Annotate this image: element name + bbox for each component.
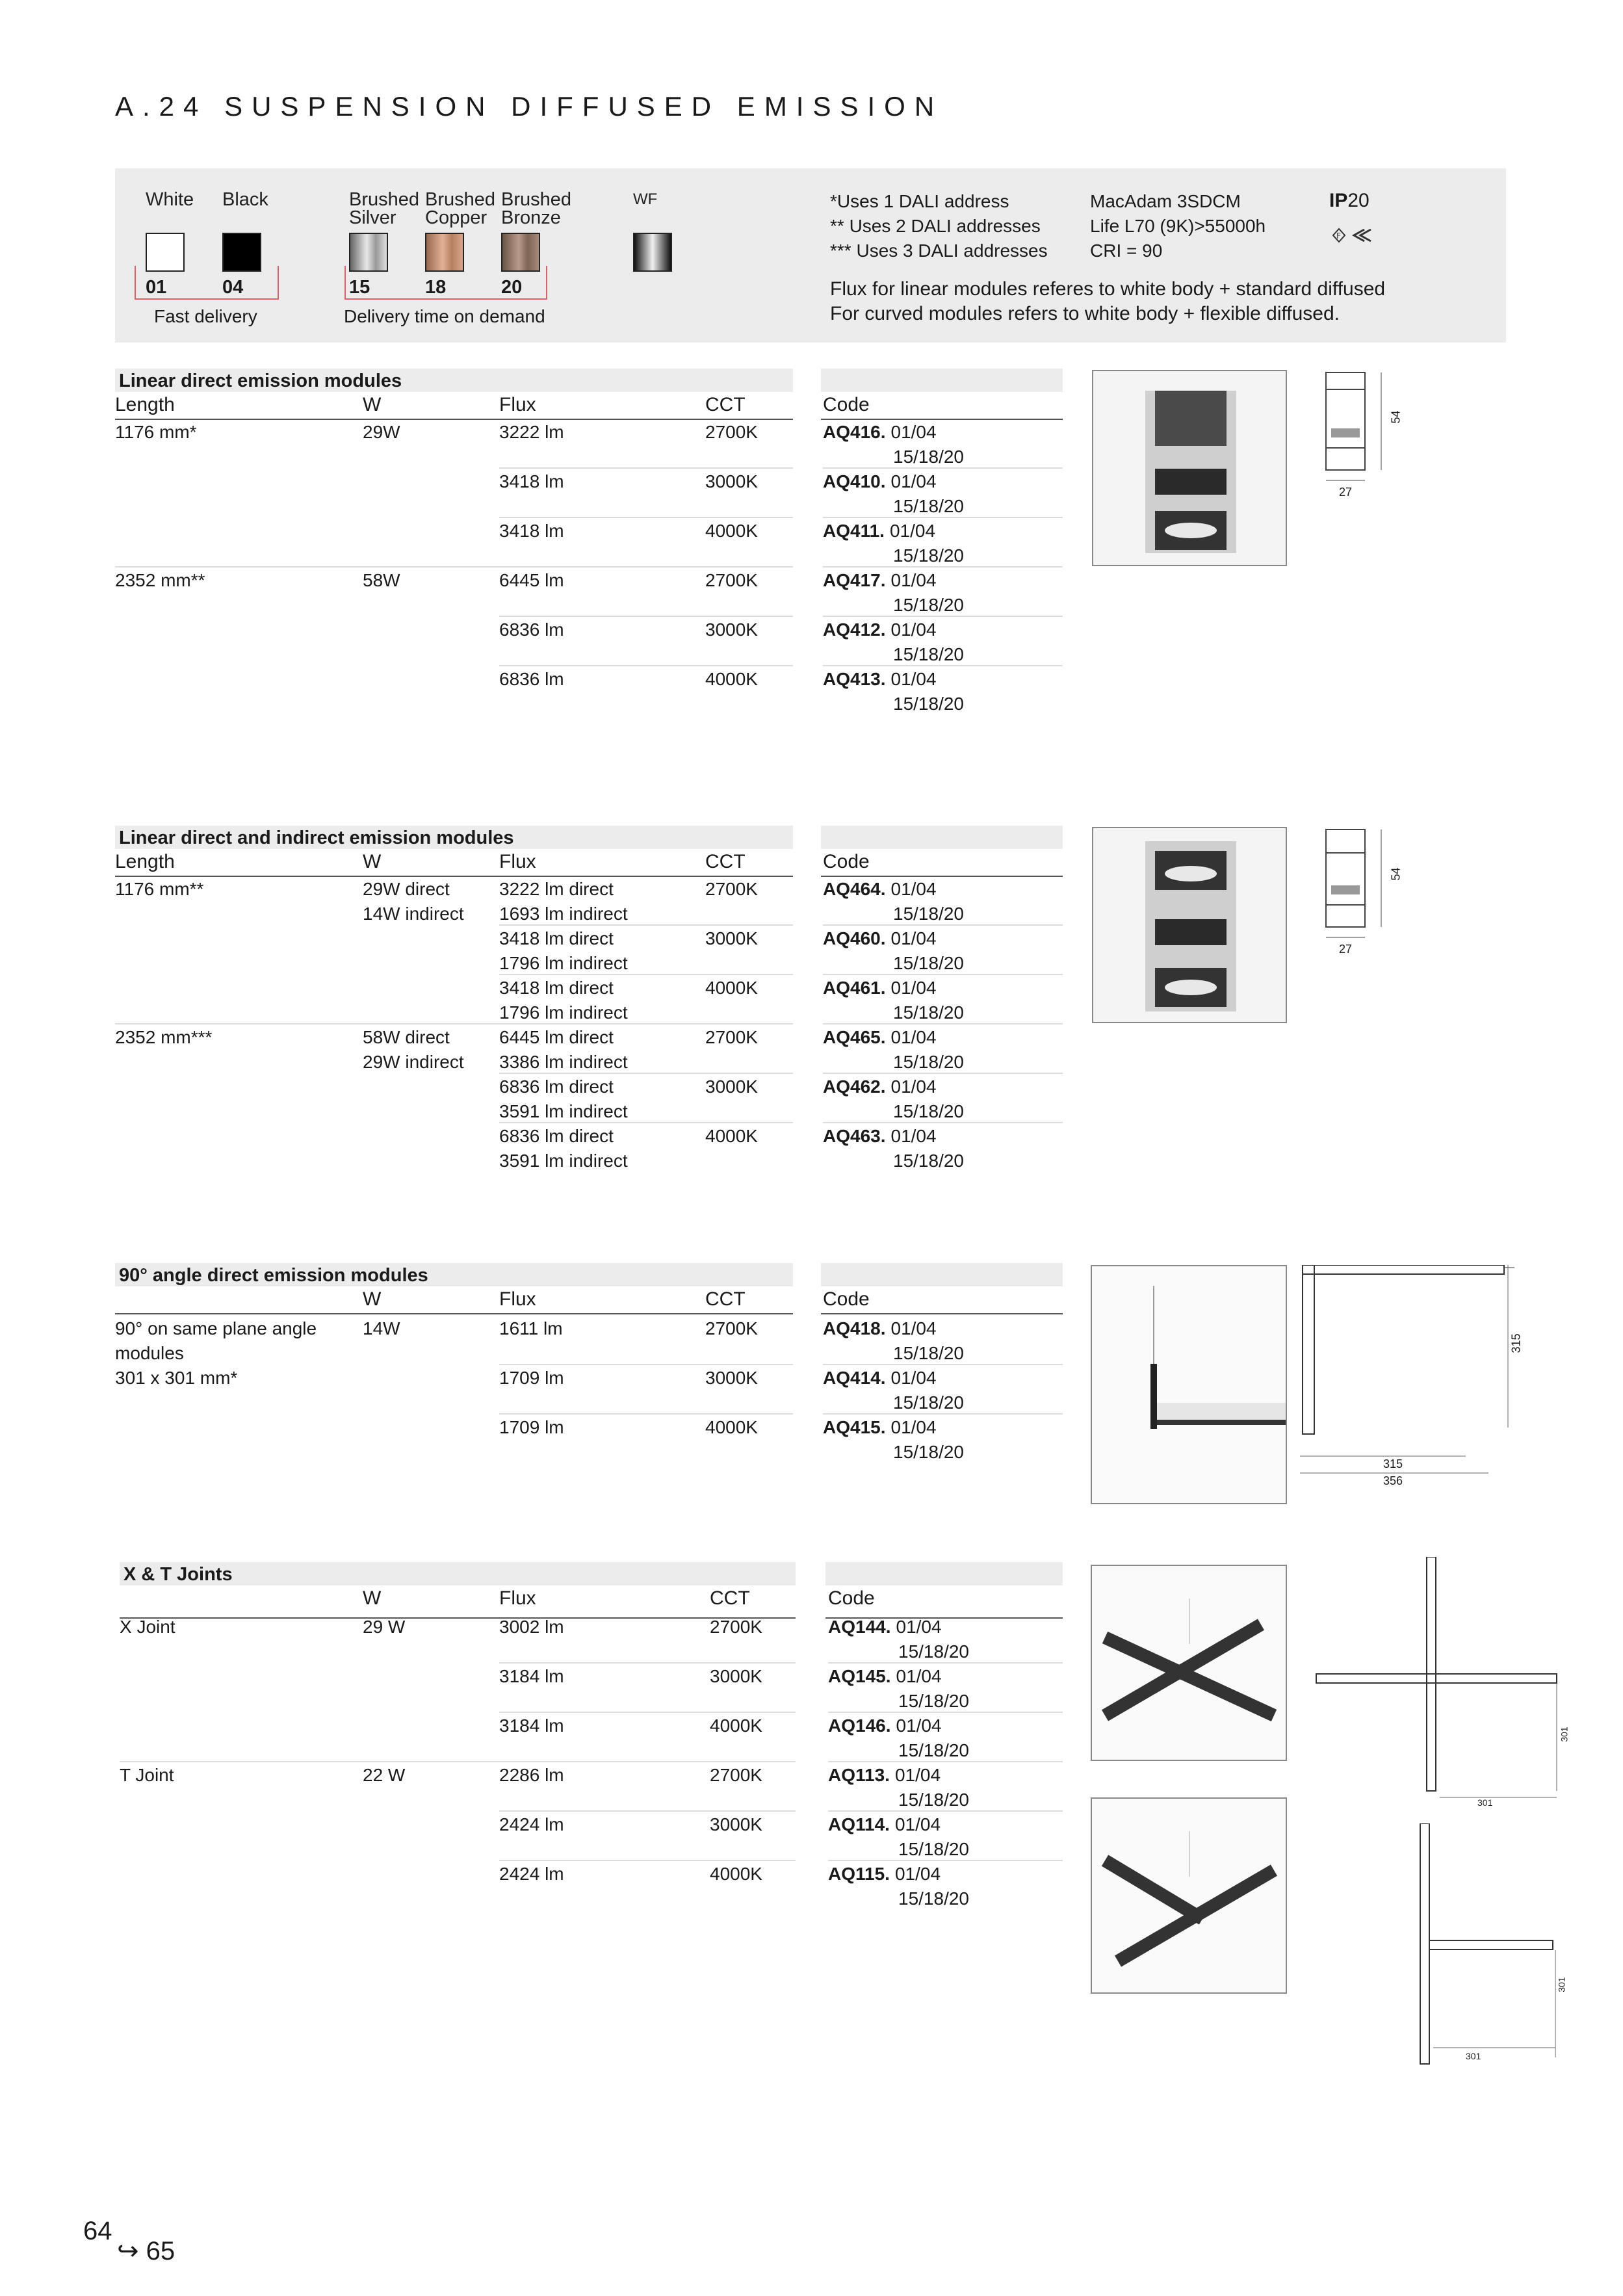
product-code-prefix: AQ460. [823,928,886,948]
product-code[interactable] [828,1664,942,1689]
finish-suffix-b: 15/18/20 [893,644,964,664]
row-flux-indirect: 3591 lm indirect [499,1151,628,1171]
t-joint-product-photo [1091,1797,1287,1994]
product-code[interactable] [828,1862,941,1886]
product-code[interactable] [823,1075,937,1099]
product-code[interactable] [823,469,937,494]
product-code-prefix: AQ463. [823,1126,886,1146]
finish-suffix-a: 01/04 [890,978,937,998]
finish-suffix-b: 15/18/20 [893,1151,964,1171]
col-flux: Flux [499,1288,536,1310]
row-length: 1176 mm* [115,422,197,442]
row-divider [499,517,793,518]
row-cct: 2700K [710,1617,762,1637]
row-flux-indirect: 1693 lm indirect [499,904,628,924]
finish-suffix-b: 15/18/20 [893,694,964,714]
dali-note-3: *** Uses 3 DALI addresses [830,241,1048,261]
row-divider [499,1712,796,1713]
x-joint-dim-side: 301 [1559,1727,1570,1742]
row-cct: 2700K [705,879,758,899]
row-divider [499,1413,793,1415]
finish-label-white: White [146,189,194,210]
row-watt-indirect: 14W indirect [363,904,464,924]
row-watt-direct: 29W direct [363,879,450,899]
finish-suffix-b: 15/18/20 [893,545,964,566]
row-divider [499,1364,793,1365]
row-flux: 3002 lm [499,1617,564,1637]
finish-suffix-b: 15/18/20 [893,447,964,467]
linear-code-header-bar [821,369,1063,392]
row-divider [828,1860,1063,1861]
linear-di-dim-width: 27 [1339,943,1353,956]
product-code[interactable] [823,1025,937,1050]
row-cct: 4000K [705,978,758,998]
row-cct: 3000K [705,1368,758,1388]
product-code-prefix: AQ410. [823,471,886,491]
finish-code-white: 01 [146,277,167,298]
finish-suffix-b: 15/18/20 [898,1641,969,1662]
joints-section-header: X & T Joints [120,1562,796,1585]
row-flux: 2424 lm [499,1864,564,1884]
linear-dim-height: 54 [1389,410,1403,424]
angle-top-drawing [1300,1265,1523,1487]
finish-suffix-a: 01/04 [890,1417,937,1437]
row-divider [499,1662,796,1663]
dali-note-2: ** Uses 2 DALI addresses [830,216,1041,236]
next-page-link[interactable]: ↪ 65 [117,2237,175,2265]
finish-suffix-a: 01/04 [896,1617,942,1637]
certification-icon [1331,226,1376,245]
row-flux-indirect: 1796 lm indirect [499,1002,628,1023]
product-code-prefix: AQ461. [823,978,886,998]
linear-di-section-drawing [1313,827,1417,960]
row-divider [823,566,1063,567]
page-number: 64 [83,2217,112,2245]
angle-desc-3: 301 x 301 mm* [115,1368,238,1388]
col-w: W [363,851,382,872]
finish-suffix-b: 15/18/20 [898,1740,969,1760]
product-code[interactable] [823,420,937,445]
row-flux: 1709 lm [499,1417,564,1437]
row-watt: 14W [363,1318,400,1338]
finish-suffix-a: 01/04 [890,422,937,442]
linear-section-header: Linear direct emission modules [115,369,793,392]
life-note: Life L70 (9K)>55000h [1090,216,1266,236]
finish-suffix-b: 15/18/20 [893,595,964,615]
col-cct: CCT [705,1288,746,1310]
flux-note: Flux for linear modules referes to white body + standard diffused For curved modules refers to white body + flexible diffused. [830,278,1386,324]
row-flux: 3418 lm [499,471,564,491]
row-length: 2352 mm** [115,570,205,590]
finish-suffix-a: 01/04 [890,669,937,689]
finish-suffix-a: 01/04 [896,1715,942,1736]
finish-code-bronze: 20 [501,277,523,298]
col-code: Code [823,394,870,415]
linear-di-section-header: Linear direct and indirect emission modules [115,826,793,849]
finish-label-bronze: Brushed Bronze [501,189,572,228]
finish-suffix-b: 15/18/20 [893,1392,964,1413]
row-flux: 3418 lm [499,521,564,541]
fast-delivery-bracket [135,266,279,300]
finish-suffix-a: 01/04 [890,928,937,948]
row-cct: 3000K [705,928,758,948]
finish-label-copper: Brushed Copper [425,189,496,228]
linear-direct-section-drawing [1313,370,1417,503]
row-cct: 2700K [705,1027,758,1047]
finish-suffix-b: 15/18/20 [893,904,964,924]
finish-code-black: 04 [222,277,244,298]
row-cct: 4000K [705,1417,758,1437]
dali-note-1: *Uses 1 DALI address [830,191,1009,211]
macadam-note: MacAdam 3SDCM [1090,191,1241,211]
row-cct: 2700K [705,422,758,442]
product-code[interactable] [828,1714,942,1738]
finish-label-wf: WF [633,190,658,208]
product-code-prefix: AQ462. [823,1076,886,1097]
svg-text:F: F [1336,231,1341,241]
row-divider [828,1810,1063,1812]
row-flux: 6836 lm [499,620,564,640]
finish-suffix-a: 01/04 [894,1814,941,1834]
row-watt: 29W [363,422,400,442]
col-cct: CCT [710,1587,750,1609]
finish-suffix-a: 01/04 [894,1864,941,1884]
row-flux-indirect: 3591 lm indirect [499,1101,628,1121]
row-cct: 2700K [705,1318,758,1338]
col-flux: Flux [499,851,536,872]
product-code[interactable] [823,1415,937,1440]
product-code-prefix: AQ145. [828,1666,891,1686]
row-divider [823,467,1063,469]
row-cct: 2700K [710,1765,762,1785]
row-watt: 29 W [363,1617,406,1637]
row-flux: 3184 lm [499,1666,564,1686]
row-divider [115,1023,793,1024]
row-cct: 4000K [705,669,758,689]
finish-suffix-a: 01/04 [890,570,937,590]
row-flux-direct: 6836 lm direct [499,1126,614,1146]
row-divider [828,1712,1063,1713]
product-code[interactable] [823,1366,937,1390]
row-flux-indirect: 1796 lm indirect [499,953,628,973]
product-code[interactable] [823,1316,937,1341]
row-divider [499,467,793,469]
row-divider [823,974,1063,975]
row-cct: 3000K [705,1076,758,1097]
joints-code-header-bar [825,1562,1063,1585]
product-code-prefix: AQ114. [828,1814,890,1834]
row-cct: 3000K [705,471,758,491]
row-divider [823,924,1063,926]
row-flux: 6836 lm [499,669,564,689]
row-length: 2352 mm*** [115,1027,213,1047]
row-flux-direct: 6445 lm direct [499,1027,614,1047]
row-flux-indirect: 3386 lm indirect [499,1052,628,1072]
row-flux: 1611 lm [499,1318,563,1338]
col-w: W [363,394,382,415]
x-joint-product-photo [1091,1565,1287,1761]
row-divider [499,1860,796,1861]
angle-desc-2: modules [115,1343,184,1363]
col-length: Length [115,851,175,872]
finish-suffix-b: 15/18/20 [898,1691,969,1711]
row-divider [823,665,1063,666]
row-divider [823,1413,1063,1415]
col-cct: CCT [705,394,746,415]
row-cct: 3000K [710,1666,762,1686]
row-divider [499,974,793,975]
product-code[interactable] [828,1812,941,1837]
row-length: 1176 mm** [115,879,204,899]
col-code: Code [823,851,870,872]
col-w: W [363,1288,382,1310]
row-watt: 58W [363,570,400,590]
col-code: Code [823,1288,870,1310]
cri-note: CRI = 90 [1090,241,1163,261]
product-code[interactable] [823,1124,937,1149]
angle-product-photo [1091,1265,1287,1504]
row-watt-indirect: 29W indirect [363,1052,464,1072]
finish-suffix-a: 01/04 [890,1027,937,1047]
row-divider [823,1023,1063,1024]
x-joint-drawing [1303,1557,1570,1808]
linear-dim-width: 27 [1339,486,1353,499]
finish-suffix-a: 01/04 [890,1126,937,1146]
finish-code-copper: 18 [425,277,447,298]
row-divider [823,1073,1063,1074]
finish-suffix-b: 15/18/20 [893,1101,964,1121]
product-code[interactable] [823,519,935,543]
product-code-prefix: AQ464. [823,879,886,899]
finish-info-box [115,168,1506,343]
product-code-prefix: AQ413. [823,669,886,689]
fast-delivery-label: Fast delivery [154,306,257,326]
product-code[interactable] [823,568,937,593]
product-code-prefix: AQ146. [828,1715,891,1736]
finish-code-silver: 15 [349,277,370,298]
page-title: A.24 SUSPENSION DIFFUSED EMISSION [115,91,944,122]
linear-di-product-photo [1092,827,1287,1023]
t-joint-dim-bottom: 301 [1466,2051,1481,2061]
row-cct: 3000K [710,1814,762,1834]
finish-suffix-a: 01/04 [890,879,937,899]
product-code-prefix: AQ411. [823,521,885,541]
product-code-prefix: AQ113. [828,1765,890,1785]
product-code-prefix: AQ414. [823,1368,886,1388]
finish-suffix-b: 15/18/20 [893,496,964,516]
row-cct: 4000K [710,1715,762,1736]
product-code-prefix: AQ465. [823,1027,886,1047]
row-divider [120,1761,796,1762]
finish-suffix-b: 15/18/20 [898,1888,969,1909]
row-flux-direct: 6836 lm direct [499,1076,614,1097]
row-divider [828,1662,1063,1663]
linear-di-code-header-bar [821,826,1063,849]
row-divider [823,1364,1063,1365]
finish-suffix-a: 01/04 [890,1318,937,1338]
finish-suffix-a: 01/04 [890,620,937,640]
finish-suffix-a: 01/04 [890,1076,937,1097]
row-divider [499,1810,796,1812]
product-code[interactable] [823,976,937,1000]
col-flux: Flux [499,1587,536,1609]
finish-suffix-a: 01/04 [889,521,936,541]
product-code[interactable] [828,1615,942,1639]
x-joint-dim-bottom: 301 [1477,1797,1493,1808]
finish-suffix-b: 15/18/20 [898,1790,969,1810]
finish-suffix-a: 01/04 [890,1368,937,1388]
angle-dim-inner: 315 [1383,1457,1403,1470]
row-divider [499,924,793,926]
row-length: X Joint [120,1617,175,1637]
on-demand-label: Delivery time on demand [344,306,545,326]
product-code[interactable] [823,618,937,642]
col-length: Length [115,394,175,415]
row-divider [499,665,793,666]
col-flux: Flux [499,394,536,415]
row-flux: 2286 lm [499,1765,564,1785]
product-code-prefix: AQ415. [823,1417,886,1437]
angle-code-header-bar [821,1263,1063,1286]
col-code: Code [828,1587,875,1609]
row-watt: 22 W [363,1765,406,1785]
t-joint-drawing [1303,1823,1567,2074]
row-divider [828,1761,1063,1762]
product-code-prefix: AQ144. [828,1617,891,1637]
finish-suffix-b: 15/18/20 [893,1442,964,1462]
row-cct: 4000K [705,1126,758,1146]
finish-suffix-b: 15/18/20 [893,1343,964,1363]
product-code[interactable] [823,667,937,692]
swatch-wf[interactable] [633,233,672,272]
t-joint-dim-side: 301 [1556,1977,1567,1992]
finish-suffix-b: 15/18/20 [893,1052,964,1072]
row-divider [499,1122,793,1123]
finish-suffix-b: 15/18/20 [898,1839,969,1859]
row-cct: 4000K [710,1864,762,1884]
product-code-prefix: AQ418. [823,1318,886,1338]
angle-dim-side: 315 [1509,1333,1523,1353]
row-flux: 1709 lm [499,1368,564,1388]
finish-suffix-a: 01/04 [896,1666,942,1686]
linear-direct-product-photo [1092,370,1287,566]
finish-label-black: Black [222,189,268,210]
product-code-prefix: AQ115. [828,1864,890,1884]
on-demand-bracket [344,266,547,300]
row-divider [115,566,793,567]
col-cct: CCT [705,851,746,872]
row-flux-direct: 3418 lm direct [499,978,614,998]
linear-di-dim-height: 54 [1389,867,1403,881]
product-code-prefix: AQ412. [823,620,886,640]
row-cct: 3000K [705,620,758,640]
row-flux: 2424 lm [499,1814,564,1834]
row-flux-direct: 3418 lm direct [499,928,614,948]
row-watt-direct: 58W direct [363,1027,450,1047]
col-w: W [363,1587,382,1609]
ip-rating: IP20 [1329,190,1370,211]
product-code-prefix: AQ416. [823,422,886,442]
row-divider [823,616,1063,617]
row-divider [499,1073,793,1074]
product-code[interactable] [828,1763,941,1788]
row-flux: 6445 lm [499,570,564,590]
row-length: T Joint [120,1765,174,1785]
product-code[interactable] [823,877,937,902]
finish-suffix-b: 15/18/20 [893,953,964,973]
product-code[interactable] [823,926,937,951]
row-cct: 2700K [705,570,758,590]
angle-section-header: 90° angle direct emission modules [115,1263,793,1286]
product-code-prefix: AQ417. [823,570,886,590]
finish-suffix-a: 01/04 [890,471,937,491]
row-flux: 3222 lm [499,422,564,442]
row-divider [823,517,1063,518]
finish-label-silver: Brushed Silver [349,189,420,228]
finish-suffix-a: 01/04 [894,1765,941,1785]
row-divider [499,616,793,617]
row-cct: 4000K [705,521,758,541]
row-divider [823,1122,1063,1123]
row-flux: 3184 lm [499,1715,564,1736]
angle-desc-1: 90° on same plane angle [115,1318,317,1338]
row-flux-direct: 3222 lm direct [499,879,614,899]
angle-dim-outer: 356 [1383,1474,1403,1487]
finish-suffix-b: 15/18/20 [893,1002,964,1023]
